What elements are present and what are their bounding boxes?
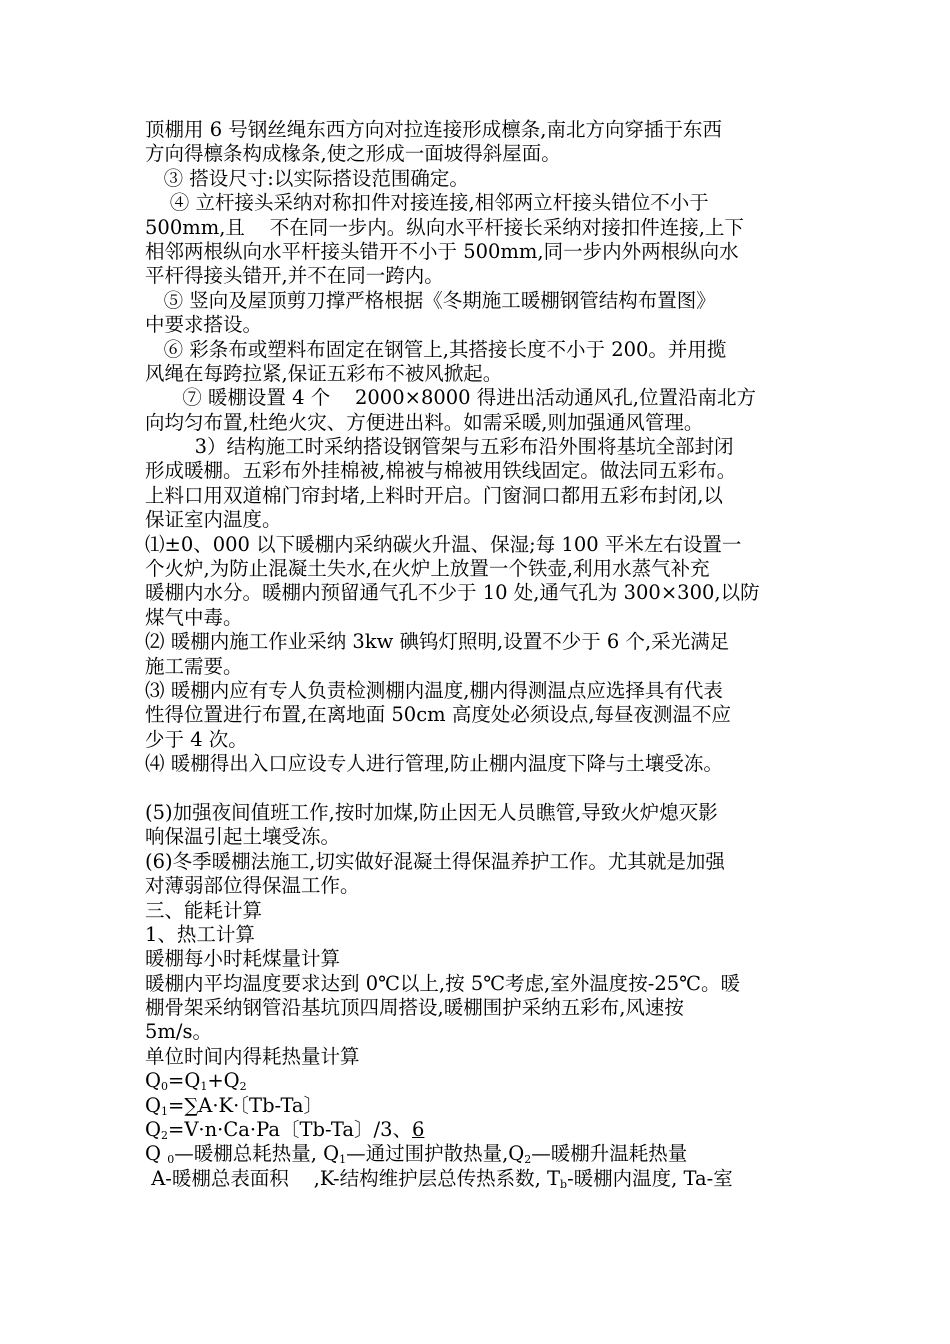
- formula-subscript: 1: [339, 1153, 347, 1167]
- formula-subscript: 2: [239, 1080, 247, 1094]
- text-line: ⑶ 暖棚内应有专人负责检测棚内温度,棚内得测温点应选择具有代表: [145, 678, 723, 702]
- text-line: ⑥ 彩条布或塑料布固定在钢管上,其搭接长度不小于 200。并用揽: [145, 337, 727, 361]
- text-line: 平杆得接头错开,并不在同一跨内。: [145, 264, 444, 288]
- text-line: 三、能耗计算: [145, 898, 263, 922]
- definition-q: [145, 1142, 815, 1166]
- text-line: 形成暖棚。五彩布外挂棉被,棉被与棉被用铁线固定。做法同五彩布。: [145, 459, 737, 483]
- formula-q0: [145, 1069, 815, 1093]
- formula-text: =∑A·K·〔Tb-Ta〕: [168, 1093, 324, 1117]
- text-line: 暖棚内水分。暖棚内预留通气孔不少于 10 处,通气孔为 300×300,以防: [145, 581, 760, 605]
- text-line: 暖棚每小时耗煤量计算: [145, 947, 341, 971]
- paragraph-lines: [145, 118, 815, 1069]
- formula-text: 6: [411, 1118, 425, 1142]
- text-line: ③ 搭设尺寸:以实际搭设范围确定。: [145, 166, 469, 190]
- text-line: (6)冬季暖棚法施工,切实做好混凝土得保温养护工作。尤其就是加强: [145, 849, 725, 873]
- text-line: 棚骨架采纳钢管沿基坑顶四周搭设,暖棚围护采纳五彩布,风速按: [145, 996, 684, 1020]
- text-line: 中要求搭设。: [145, 313, 263, 337]
- definition-a-k: [145, 1167, 815, 1191]
- text-line: (5)加强夜间值班工作,按时加煤,防止因无人员瞧管,导致火炉熄灭影: [145, 800, 718, 824]
- formula-text: =V·n·Ca·Pa〔Tb-Ta〕/3、: [168, 1118, 412, 1142]
- text-line: 响保温引起土壤受冻。: [145, 825, 341, 849]
- text-line: ⑷ 暖棚得出入口应设专人进行管理,防止棚内温度下降与土壤受冻。: [145, 752, 723, 776]
- text-line: ⑦ 暖棚设置 4 个 2000×8000 得进出活动通风孔,位置沿南北方: [145, 386, 756, 410]
- text-line: 500mm,且 不在同一步内。纵向水平杆接长采纳对接扣件连接,上下: [145, 215, 744, 239]
- document-body: [145, 118, 815, 1191]
- text-line: 方向得檩条构成椽条,使之形成一面坡得斜屋面。: [145, 142, 561, 166]
- text-line: ⑵ 暖棚内施工作业采纳 3kw 碘钨灯照明,设置不少于 6 个,采光满足: [145, 630, 730, 654]
- text-line: 1、热工计算: [145, 922, 255, 946]
- text-line: ④ 立杆接头采纳对称扣件对接连接,相邻两立杆接头错位不小于: [145, 191, 709, 215]
- formula-text: Q: [145, 1069, 161, 1093]
- text-line: 暖棚内平均温度要求达到 0℃以上,按 5℃考虑,室外温度按-25℃。暖: [145, 971, 740, 995]
- text-line: ⑴±0、000 以下暖棚内采纳碳火升温、保湿;每 100 平米左右设置一: [145, 532, 742, 556]
- text-line: 煤气中毒。: [145, 605, 243, 629]
- formula-q1: [145, 1094, 815, 1118]
- definition-text: —暖棚总耗热量, Q: [174, 1142, 340, 1166]
- formula-text: =Q: [168, 1069, 201, 1093]
- formula-text: Q: [145, 1118, 161, 1142]
- text-line: 上料口用双道棉门帘封堵,上料时开启。门窗洞口都用五彩布封闭,以: [145, 483, 723, 507]
- formula-subscript: 1: [161, 1104, 168, 1118]
- formula-subscript: 0: [167, 1153, 175, 1167]
- formula-subscript: 2: [524, 1153, 532, 1167]
- text-line: 对薄弱部位得保温工作。: [145, 874, 360, 898]
- text-line: 少于 4 次。: [145, 727, 248, 751]
- text-line: 单位时间内得耗热量计算: [145, 1044, 360, 1068]
- definition-text: —通过围护散热量,Q: [346, 1142, 525, 1166]
- text-line: 保证室内温度。: [145, 508, 282, 532]
- definition-text: -暖棚内温度, Ta-室: [567, 1166, 733, 1190]
- definition-text: Q: [145, 1142, 168, 1166]
- text-line: 风绳在每跨拉紧,保证五彩布不被风掀起。: [145, 361, 503, 385]
- text-line: 向均匀布置,杜绝火灾、方便进出料。如需采暖,则加强通风管理。: [145, 410, 704, 434]
- text-line: 相邻两根纵向水平杆接头错开不小于 500mm,同一步内外两根纵向水: [145, 239, 739, 263]
- formula-q2: [145, 1118, 815, 1142]
- text-line: 性得位置进行布置,在离地面 50cm 高度处必须设点,每昼夜测温不应: [145, 703, 732, 727]
- blank-line: [145, 777, 815, 801]
- formula-text: +Q: [207, 1069, 240, 1093]
- formula-subscript: b: [560, 1177, 568, 1191]
- text-line: 3）结构施工时采纳搭设钢管架与五彩布沿外围将基坑全部封闭: [145, 435, 734, 459]
- text-line: 施工需要。: [145, 654, 243, 678]
- formula-subscript: 1: [200, 1080, 208, 1094]
- formula-text: Q: [145, 1093, 161, 1117]
- formula-subscript: 2: [161, 1129, 168, 1143]
- text-line: ⑤ 竖向及屋顶剪刀撑严格根据《冬期施工暖棚钢管结构布置图》: [145, 288, 716, 312]
- text-line: 顶棚用 6 号钢丝绳东西方向对拉连接形成檩条,南北方向穿插于东西: [145, 118, 723, 141]
- text-line: 5m/s。: [145, 1020, 212, 1044]
- definition-text: —暖棚升温耗热量: [531, 1142, 688, 1166]
- text-line: 个火炉,为防止混凝土失水,在火炉上放置一个铁壶,利用水蒸气补充: [145, 557, 710, 581]
- definition-text: A-暖棚总表面积 ,K-结构维护层总传热系数, T: [145, 1166, 561, 1190]
- formula-subscript: 0: [161, 1080, 168, 1094]
